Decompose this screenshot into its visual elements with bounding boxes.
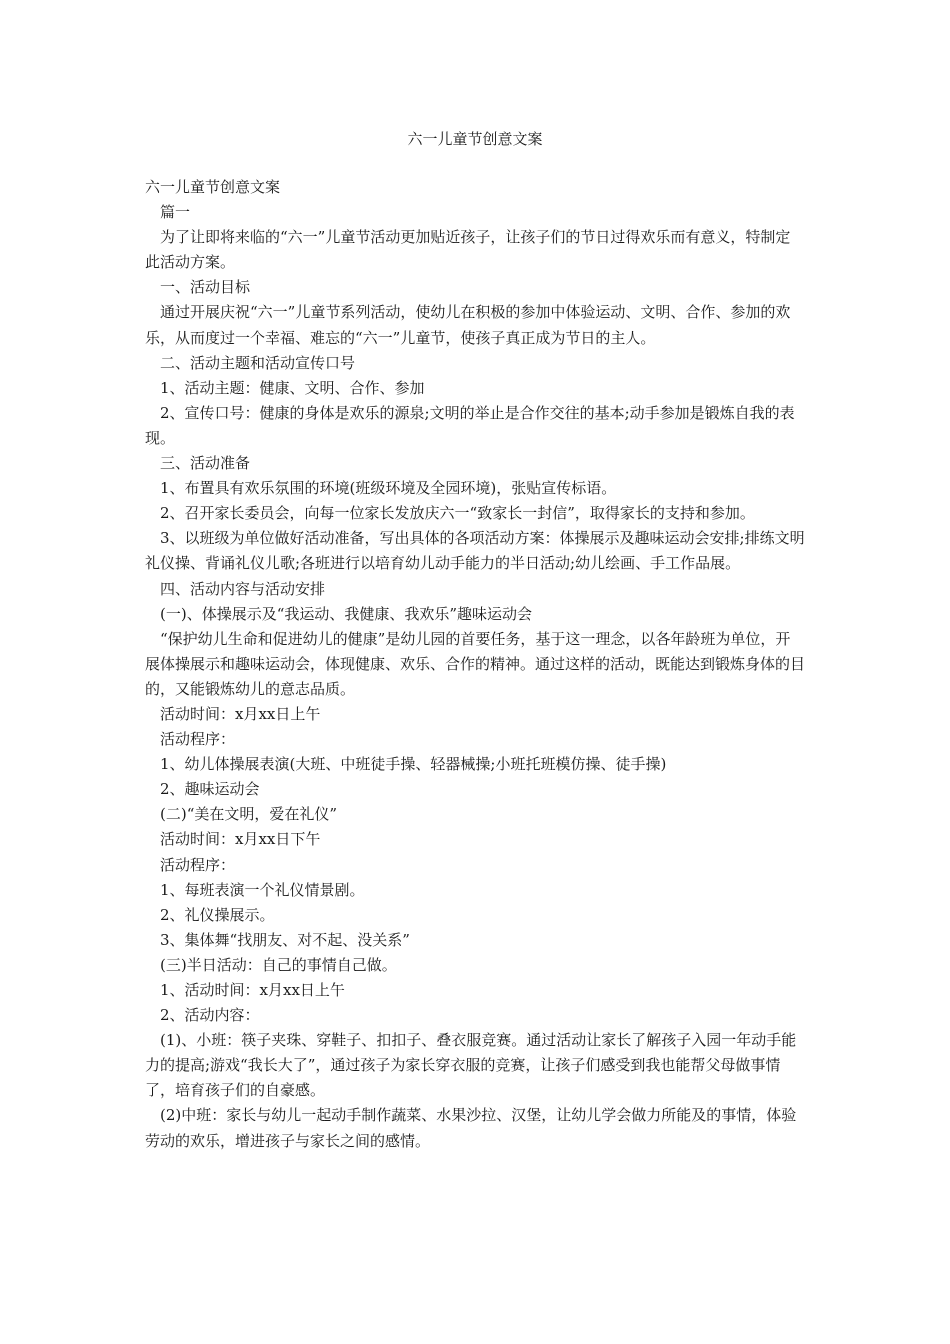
paragraph: 活动程序： <box>160 730 236 749</box>
page-title: 六一儿童节创意文案 <box>407 130 543 148</box>
paragraph: 三、活动准备 <box>160 454 251 473</box>
paragraph: (二)“美在文明，爱在礼仪” <box>160 805 338 824</box>
paragraph: 1、布置具有欢乐氛围的环境(班级环境及全园环境)，张贴宣传标语。 <box>160 479 617 498</box>
paragraph: 1、活动时间：x月xx日上午 <box>160 981 345 999</box>
paragraph: 活动程序： <box>160 855 236 874</box>
document-body <box>145 175 805 1154</box>
paragraph: 活动时间：x月xx日下午 <box>160 830 321 849</box>
paragraph: (三)半日活动：自己的事情自己做。 <box>160 955 397 974</box>
paragraph: 1、幼儿体操展表演(大班、中班徒手操、轻器械操;小班托班模仿操、徒手操) <box>160 755 667 774</box>
paragraph: (一)、体操展示及“我运动、我健康、我欢乐”趣味运动会 <box>160 604 533 623</box>
document-heading: 六一儿童节创意文案 <box>145 178 281 196</box>
paragraph: 1、每班表演一个礼仪情景剧。 <box>160 880 365 899</box>
paragraph: 二、活动主题和活动宣传口号 <box>160 353 356 372</box>
paragraph: 3、以班级为单位做好活动准备，写出具体的各项活动方案：体操展示及趣味运动会安排;排练文明礼仪操、背诵礼仪儿歌;各班进行以培育幼儿动手能力的半日活动;幼儿绘画、手工作品展。 <box>145 529 805 573</box>
paragraph: 1、活动主题：健康、文明、合作、参加 <box>160 378 425 397</box>
paragraph: (2)中班：家长与幼儿一起动手制作蔬菜、水果沙拉、汉堡，让幼儿学会做力所能及的事情，体验劳动的欢乐，增进孩子与家长之间的感情。 <box>145 1106 797 1150</box>
paragraph: 篇一 <box>160 203 191 222</box>
paragraph: “保护幼儿生命和促进幼儿的健康”是幼儿园的首要任务，基于这一理念，以各年龄班为单位，开展体操展示和趣味运动会，体现健康、欢乐、合作的精神。通过这样的活动，既能达到锻炼身体的目的，又能锻炼幼儿的意志品质。 <box>145 629 806 698</box>
paragraph: 3、集体舞“找朋友、对不起、没关系” <box>160 930 410 949</box>
paragraph: 活动时间：x月xx日上午 <box>160 704 321 723</box>
paragraph: (1)、小班：筷子夹珠、穿鞋子、扣扣子、叠衣服竞赛。通过活动让家长了解孩子入园一年动手能力的提高;游戏“我长大了”，通过孩子为家长穿衣服的竞赛，让孩子们感受到我也能帮父母做事情了，培育孩子们的自豪感。 <box>145 1031 797 1100</box>
paragraph: 2、宣传口号：健康的身体是欢乐的源泉;文明的举止是合作交往的基本;动手参加是锻炼自我的表现。 <box>145 403 795 447</box>
paragraph: 2、活动内容： <box>160 1006 260 1025</box>
paragraph: 为了让即将来临的“六一”儿童节活动更加贴近孩子，让孩子们的节日过得欢乐而有意义，特制定此活动方案。 <box>145 228 791 272</box>
paragraph: 四、活动内容与活动安排 <box>160 579 326 598</box>
paragraph: 2、礼仪操展示。 <box>160 905 275 924</box>
paragraph: 2、趣味运动会 <box>160 780 260 799</box>
paragraph: 2、召开家长委员会，向每一位家长发放庆六一“致家长一封信”，取得家长的支持和参加。 <box>160 504 755 523</box>
paragraph: 一、活动目标 <box>160 278 251 297</box>
paragraph: 通过开展庆祝“六一”儿童节系列活动，使幼儿在积极的参加中体验运动、文明、合作、参加的欢乐，从而度过一个幸福、难忘的“六一”儿童节，使孩子真正成为节日的主人。 <box>145 303 791 347</box>
